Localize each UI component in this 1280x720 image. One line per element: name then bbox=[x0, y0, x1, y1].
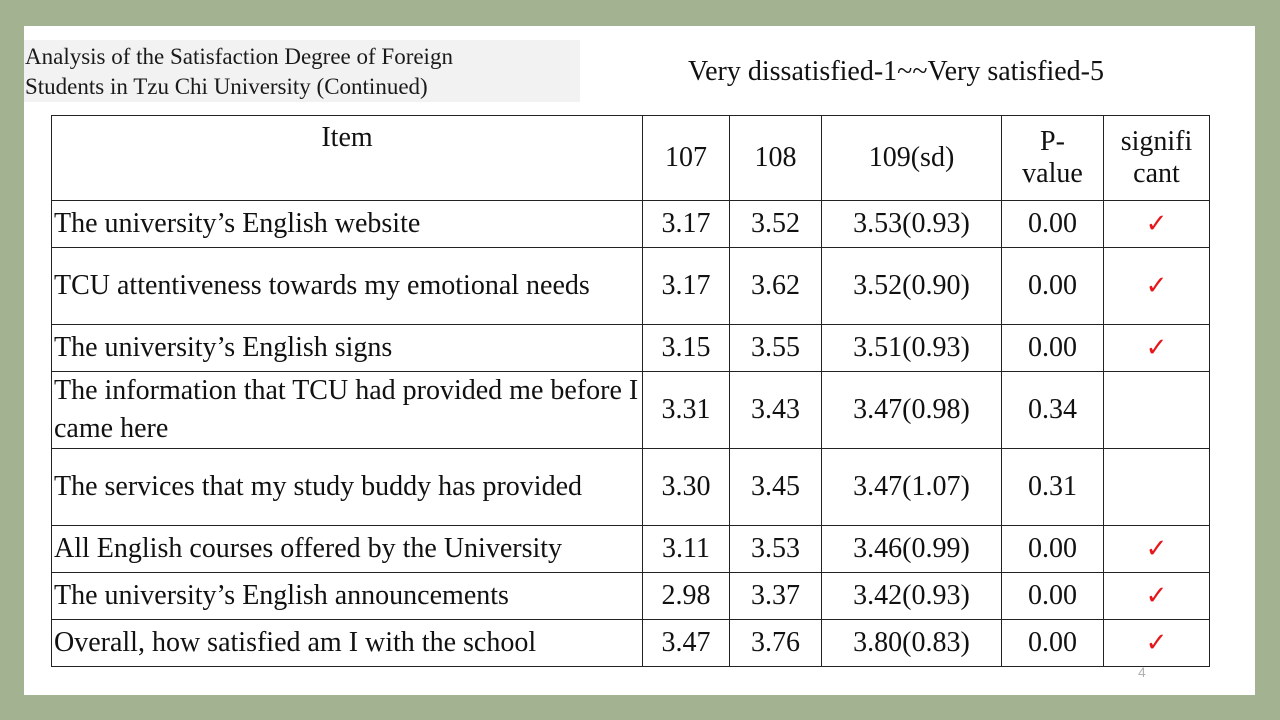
row-p-value: 0.00 bbox=[1002, 248, 1104, 325]
table-row bbox=[52, 449, 1210, 526]
row-107: 3.17 bbox=[643, 248, 730, 325]
row-item: The university’s English announcements bbox=[52, 573, 643, 620]
header-109-sd: 109(sd) bbox=[822, 116, 1002, 201]
row-109-sd: 3.80(0.83) bbox=[822, 620, 1002, 667]
row-108: 3.37 bbox=[730, 573, 822, 620]
check-icon: ✓ bbox=[1104, 573, 1210, 620]
check-icon: ✓ bbox=[1104, 201, 1210, 248]
row-107: 2.98 bbox=[643, 573, 730, 620]
row-109-sd: 3.47(1.07) bbox=[822, 449, 1002, 526]
row-item: Overall, how satisfied am I with the school bbox=[52, 620, 643, 667]
row-109-sd: 3.42(0.93) bbox=[822, 573, 1002, 620]
check-icon: ✓ bbox=[1104, 526, 1210, 573]
row-109-sd: 3.47(0.98) bbox=[822, 372, 1002, 449]
header-108: 108 bbox=[730, 116, 822, 201]
slide-title-line-1: Analysis of the Satisfaction Degree of Foreign bbox=[25, 44, 453, 69]
row-109-sd: 3.46(0.99) bbox=[822, 526, 1002, 573]
row-108: 3.52 bbox=[730, 201, 822, 248]
row-item: The services that my study buddy has provided bbox=[52, 449, 643, 526]
row-108: 3.76 bbox=[730, 620, 822, 667]
table-row bbox=[52, 372, 1210, 449]
check-icon: ✓ bbox=[1104, 248, 1210, 325]
row-109-sd: 3.51(0.93) bbox=[822, 325, 1002, 372]
slide-title-line-2: Students in Tzu Chi University (Continued) bbox=[25, 74, 428, 99]
table-row bbox=[52, 201, 1210, 248]
row-item: The university’s English signs bbox=[52, 325, 643, 372]
table-row bbox=[52, 526, 1210, 573]
row-107: 3.47 bbox=[643, 620, 730, 667]
row-p-value: 0.00 bbox=[1002, 526, 1104, 573]
header-significant-line-1: signifi bbox=[1120, 126, 1193, 157]
slide-title bbox=[24, 40, 580, 102]
table-row bbox=[52, 573, 1210, 620]
row-107: 3.31 bbox=[643, 372, 730, 449]
rating-scale-note: Very dissatisfied-1~~Very satisfied-5 bbox=[688, 56, 1104, 87]
header-p-value-line-2: value bbox=[1022, 158, 1083, 189]
row-109-sd: 3.53(0.93) bbox=[822, 201, 1002, 248]
page-number: 4 bbox=[1138, 664, 1146, 680]
slide bbox=[24, 26, 1255, 695]
significance-cell bbox=[1104, 449, 1210, 526]
row-p-value: 0.34 bbox=[1002, 372, 1104, 449]
row-p-value: 0.00 bbox=[1002, 620, 1104, 667]
row-p-value: 0.00 bbox=[1002, 201, 1104, 248]
row-item: The university’s English website bbox=[52, 201, 643, 248]
table-row bbox=[52, 248, 1210, 325]
header-p-value bbox=[1002, 116, 1104, 201]
row-item: TCU attentiveness towards my emotional needs bbox=[52, 248, 643, 325]
row-108: 3.62 bbox=[730, 248, 822, 325]
row-107: 3.15 bbox=[643, 325, 730, 372]
header-107: 107 bbox=[643, 116, 730, 201]
row-107: 3.11 bbox=[643, 526, 730, 573]
row-107: 3.30 bbox=[643, 449, 730, 526]
header-significant bbox=[1104, 116, 1210, 201]
satisfaction-table bbox=[51, 115, 1210, 667]
header-item: Item bbox=[52, 116, 643, 201]
row-108: 3.45 bbox=[730, 449, 822, 526]
row-p-value: 0.00 bbox=[1002, 325, 1104, 372]
table-header-row bbox=[52, 116, 1210, 201]
row-108: 3.55 bbox=[730, 325, 822, 372]
table-row bbox=[52, 620, 1210, 667]
row-item: The information that TCU had provided me before I came here bbox=[52, 372, 643, 449]
row-108: 3.43 bbox=[730, 372, 822, 449]
row-109-sd: 3.52(0.90) bbox=[822, 248, 1002, 325]
significance-cell bbox=[1104, 372, 1210, 449]
row-107: 3.17 bbox=[643, 201, 730, 248]
row-p-value: 0.31 bbox=[1002, 449, 1104, 526]
row-108: 3.53 bbox=[730, 526, 822, 573]
table-row bbox=[52, 325, 1210, 372]
check-icon: ✓ bbox=[1104, 325, 1210, 372]
header-significant-line-2: cant bbox=[1133, 158, 1180, 189]
row-p-value: 0.00 bbox=[1002, 573, 1104, 620]
check-icon: ✓ bbox=[1104, 620, 1210, 667]
row-item: All English courses offered by the University bbox=[52, 526, 643, 573]
header-p-value-line-1: P- bbox=[1040, 126, 1065, 157]
